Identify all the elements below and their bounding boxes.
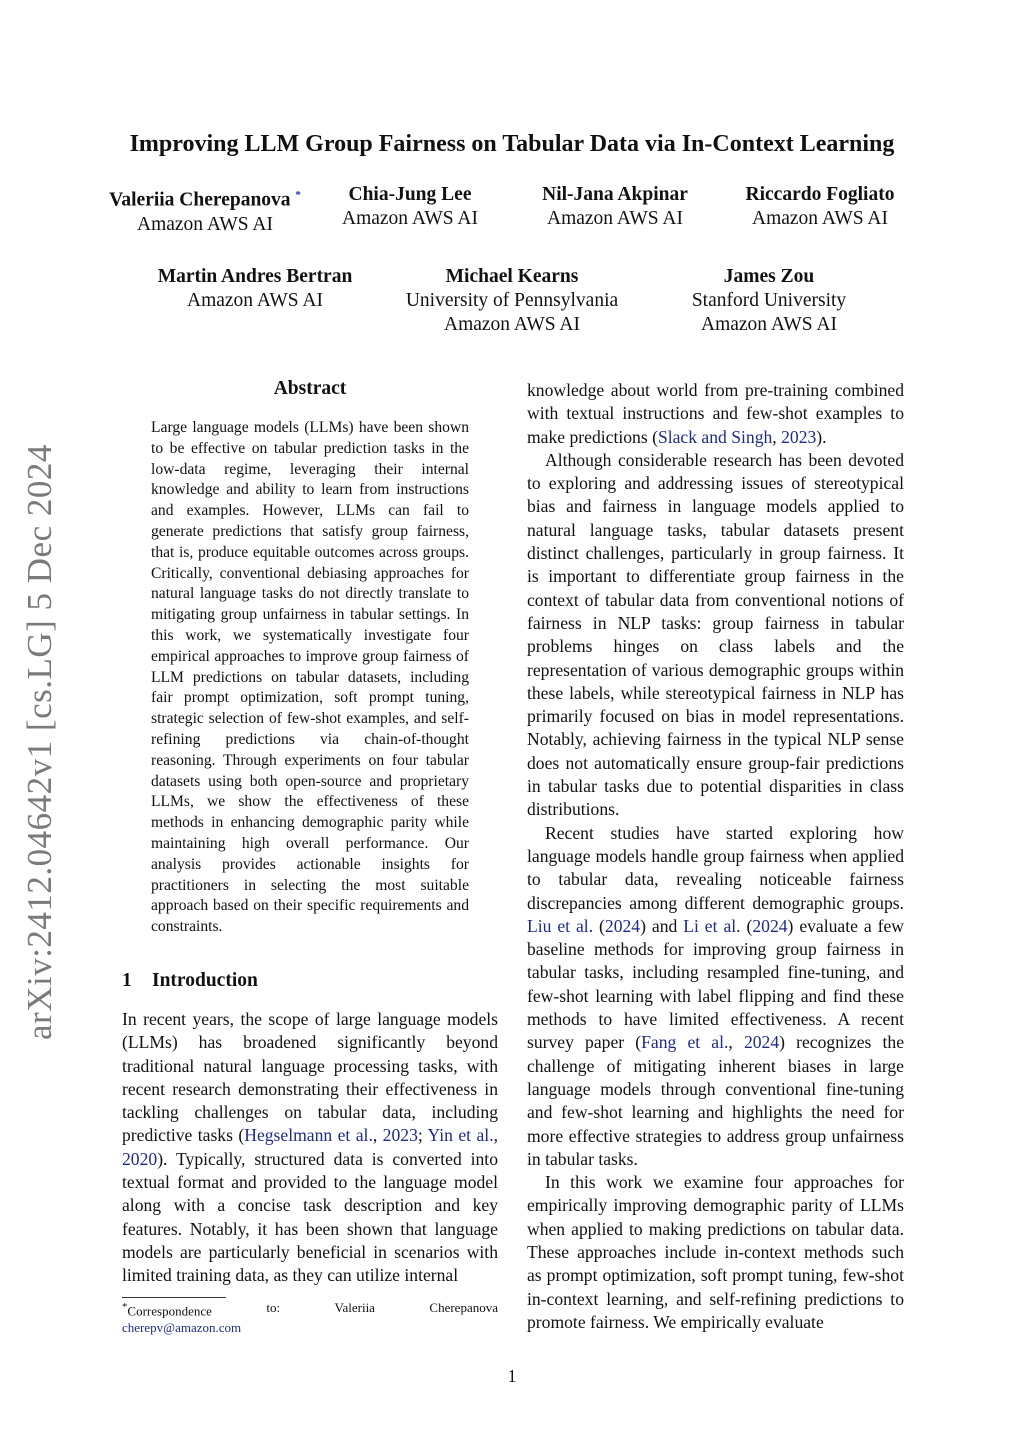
- author-name: Martin Andres Bertran: [157, 266, 353, 287]
- footnote-label: [122, 1299, 212, 1319]
- author-name: Nil-Jana Akpinar: [542, 184, 688, 205]
- text-run: ) evaluate a few baseline methods for improving group fairness in tabular tasks, including resampled fine-tuning, and few-shot learning with label flipping and find these methods to have limited effectiveness. A recent survey paper (: [527, 915, 904, 1053]
- abstract-text: Large language models (LLMs) have been shown to be effective on tabular prediction tasks in the low-data regime, leveraging their internal knowledge and ability to learn from instructions and examples. However, LLMs can fail to generate predictions that satisfy group fairness, that is, produce equitable outcomes across groups. Critically, conventional debiasing approaches for natural language tasks do not directly translate to mitigating group unfairness in tabular settings. In this work, we systematically investigate four empirical approaches to improve group fairness of LLM predictions on tabular datasets, including fair prompt optimization, soft prompt tuning, strategic selection of few-shot examples, and self-refining predictions via chain-of-thought reasoning. Through experiments on four tabular datasets using both open-source and proprietary LLMs, we show the effectiveness of these methods in enhancing demographic parity while maintaining high overall performance. Our analysis provides actionable insights for practitioners in selecting the most suitable approach based on their specific requirements and constraints.: [151, 419, 469, 936]
- paragraph: Although considerable research has been devoted to exploring and addressing issues of stereotypical bias and fairness in language models applied to natural language tasks, tabular datasets present distinct challenges, particularly in group fairness. It is important to differentiate group fairness in the context of tabular data from conventional notions of fairness in NLP tasks: group fairness in tabular problems hinges on class labels and the representation of various demographic groups within these labels, while stereotypical fairness in NLP has primarily focused on bias in model representations. Notably, achieving fairness in the typical NLP sense does not automatically ensure group-fair predictions in tabular tasks due to potential disparities in class distributions.: [527, 449, 904, 820]
- author-affiliation: Amazon AWS AI: [186, 290, 323, 311]
- left-column: [122, 1008, 498, 1288]
- citation-link[interactable]: 2024: [604, 915, 641, 936]
- paragraph: [527, 379, 904, 449]
- citation-link[interactable]: 2023: [382, 1125, 418, 1146]
- text-run: ,: [772, 426, 782, 447]
- author-block: [520, 183, 710, 231]
- citation-link[interactable]: Yin et al.: [427, 1125, 494, 1146]
- author-name: Chia-Jung Lee: [348, 184, 472, 205]
- paragraph: [527, 822, 904, 1171]
- citation-link[interactable]: Li et al.: [683, 915, 741, 936]
- text-run: ) and: [640, 915, 684, 936]
- footnote-rule: [122, 1297, 226, 1298]
- text-run: knowledge about world from pre-training combined with textual instructions and few-shot examples to make predictions (: [527, 380, 904, 447]
- page-number: 1: [507, 1366, 517, 1386]
- text-run: Recent studies have started exploring how language models handle group fairness when applied to tabular data, revealing noticeable fairness discrepancies among different demographic groups.: [527, 822, 904, 913]
- abstract-body: [151, 418, 469, 938]
- author-affiliation: Amazon AWS AI: [546, 208, 683, 229]
- footnote: [122, 1299, 498, 1336]
- author-block: [140, 265, 370, 313]
- footnote-text: Correspondence: [127, 1303, 212, 1319]
- text-run: (: [593, 915, 605, 936]
- author-affiliation: University of Pennsylvania: [405, 290, 619, 311]
- author-block: [100, 183, 310, 237]
- citation-link[interactable]: 2020: [122, 1148, 158, 1169]
- section-title: Introduction: [152, 970, 258, 991]
- citation-link[interactable]: Hegselmann et al.: [244, 1125, 373, 1146]
- email-link[interactable]: cherepv@amazon.com: [122, 1320, 242, 1336]
- author-name: Michael Kearns: [445, 266, 579, 287]
- paper-title: Improving LLM Group Fairness on Tabular Data via In-Context Learning: [129, 131, 895, 157]
- footnote-text: Valeriia: [334, 1300, 375, 1315]
- author-affiliation: Amazon AWS AI: [443, 314, 580, 335]
- text-run: ,: [728, 1032, 744, 1053]
- author-affiliation: Amazon AWS AI: [751, 208, 888, 229]
- text-run: (: [740, 915, 753, 936]
- footnote-line: [122, 1299, 498, 1319]
- text-run: ).: [816, 426, 827, 447]
- citation-link[interactable]: Liu et al.: [527, 915, 594, 936]
- citation-link[interactable]: 2024: [752, 915, 788, 936]
- right-column: [527, 379, 904, 1334]
- paragraph: [122, 1008, 498, 1288]
- abstract-heading: Abstract: [273, 378, 347, 399]
- text-run: ,: [372, 1125, 383, 1146]
- author-block: [725, 183, 915, 231]
- author-name: James Zou: [723, 266, 815, 287]
- author-name: Valeriia Cherepanova *: [109, 189, 301, 211]
- author-affiliation: Amazon AWS AI: [341, 208, 478, 229]
- footnote-text: Cherepanova: [429, 1300, 498, 1315]
- text-run: ,: [493, 1125, 499, 1146]
- author-affiliation: Amazon AWS AI: [700, 314, 837, 335]
- author-block: [392, 265, 632, 337]
- section-number: 1: [122, 970, 132, 991]
- author-affiliation: Amazon AWS AI: [136, 213, 273, 235]
- text-run: ) recognizes the challenge of mitigating inherent biases in large language models through conventional fine-tuning and few-shot learning and highlights the need for more effective strategies to address group unfairness in tabular tasks.: [527, 1032, 905, 1169]
- citation-link[interactable]: 2023: [781, 426, 817, 447]
- section-heading: [122, 970, 258, 992]
- text-run: ;: [417, 1125, 428, 1146]
- author-block: [320, 183, 500, 231]
- author-name: Riccardo Fogliato: [745, 184, 895, 205]
- citation-link[interactable]: 2024: [743, 1032, 780, 1053]
- footnote-text: to:: [266, 1300, 281, 1315]
- correspondence-mark: *: [295, 189, 301, 201]
- footnote-mark: *: [122, 1301, 128, 1313]
- text-run: ). Typically, structured data is converted into textual format and provided to the language model along with a concise task description and key features. Notably, it has been shown that language models are particularly beneficial in scenarios with limited training data, as they can utilize internal: [122, 1148, 498, 1286]
- text-run: In recent years, the scope of large language models (LLMs) has broadened significantly beyond traditional natural language processing tasks, with recent research demonstrating their effectiveness in tackling challenges on tabular data, including predictive tasks (: [122, 1009, 498, 1146]
- author-block: [670, 265, 868, 337]
- citation-link[interactable]: Slack and Singh: [657, 426, 773, 447]
- citation-link[interactable]: Fang et al.: [641, 1032, 729, 1053]
- arxiv-identifier: arXiv:2412.04642v1 [cs.LG] 5 Dec 2024: [20, 444, 59, 1040]
- paragraph: In this work we examine four approaches for empirically improving demographic parity of LLMs when applied to making predictions on tabular data. These approaches include in-context methods such as prompt optimization, soft prompt tuning, few-shot in-context learning, and self-refining predictions to promote fairness. We empirically evaluate: [527, 1172, 904, 1332]
- author-affiliation: Stanford University: [691, 290, 847, 311]
